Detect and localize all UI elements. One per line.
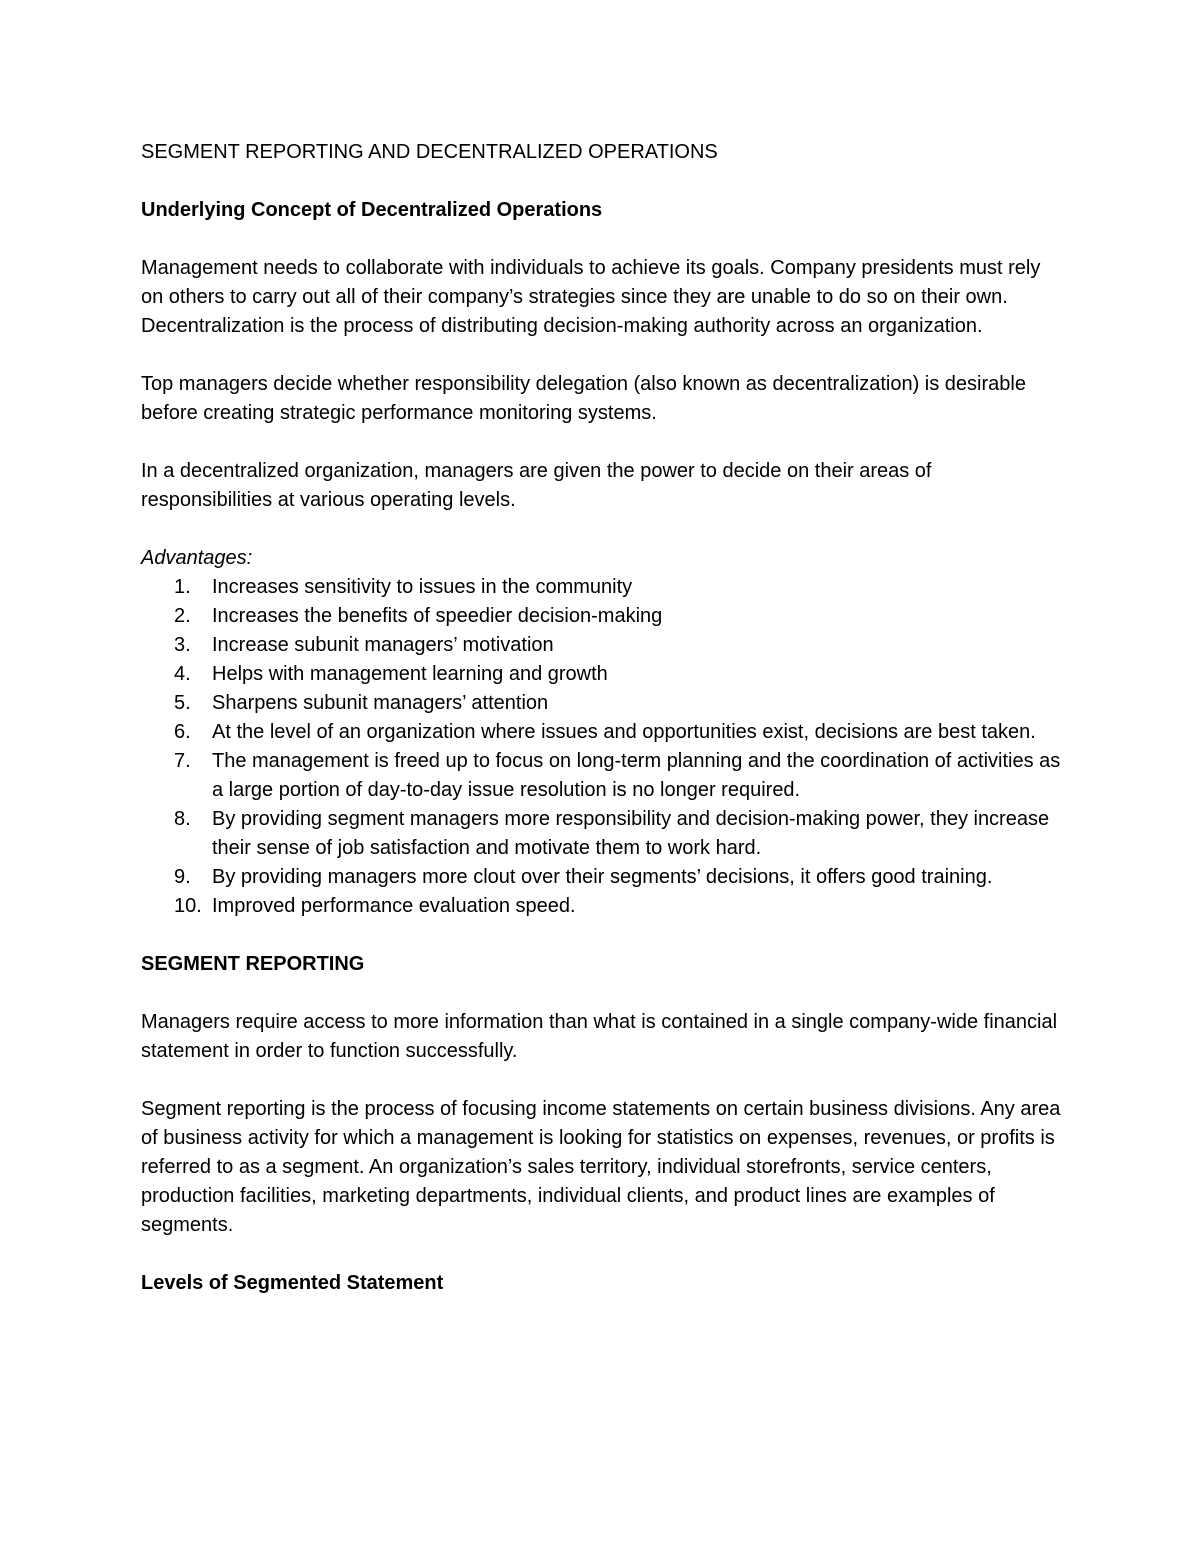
list-item — [141, 718, 1066, 747]
list-item — [141, 631, 1066, 660]
paragraph-segment-reporting-definition: Segment reporting is the process of focusing income statements on certain business divisions. Any area of business activity for which a management is looking for statistics on expenses, revenues, or profits is referred to as a segment. An organization’s sales territory, individual storefronts, service centers, production facilities, marketing departments, individual clients, and product lines are examples of segments. — [141, 1098, 1061, 1236]
list-item-number: 7. — [174, 750, 191, 772]
list-item-number: 4. — [174, 663, 191, 685]
paragraph-management-collaboration: Management needs to collaborate with individuals to achieve its goals. Company presidents must rely on others to carry out all of their company’s strategies since they are unable to do so on their own. Decentralization is the process of distributing decision-making authority across an organization. — [141, 257, 1041, 337]
list-item-number: 6. — [174, 721, 191, 743]
paragraph-managers-require-access: Managers require access to more information than what is contained in a single company-wide financial statement in order to function successfully. — [141, 1011, 1058, 1062]
list-item-text: Helps with management learning and growth — [212, 663, 608, 685]
paragraph-top-managers: Top managers decide whether responsibility delegation (also known as decentralization) is desirable before creating strategic performance monitoring systems. — [141, 373, 1026, 424]
section-heading-segment-reporting: SEGMENT REPORTING — [141, 953, 365, 975]
list-item-text: The management is freed up to focus on long-term planning and the coordination of activities as a large portion of day-to-day issue resolution is no longer required. — [212, 750, 1061, 801]
advantages-list — [141, 573, 1066, 921]
section-heading-decentralized-concept: Underlying Concept of Decentralized Operations — [141, 199, 603, 221]
document-page — [141, 138, 1066, 1298]
list-item-text: Increases the benefits of speedier decision-making — [212, 605, 663, 627]
list-item-number: 5. — [174, 692, 191, 714]
list-item-text: Increase subunit managers’ motivation — [212, 634, 554, 656]
section-heading-levels-segmented-statement: Levels of Segmented Statement — [141, 1272, 444, 1294]
list-item-text: Improved performance evaluation speed. — [212, 895, 576, 917]
list-item — [141, 602, 1066, 631]
list-item-text: Increases sensitivity to issues in the community — [212, 576, 633, 598]
list-item-text: Sharpens subunit managers’ attention — [212, 692, 549, 714]
list-item-number: 8. — [174, 808, 191, 830]
list-item — [141, 573, 1066, 602]
list-item-number: 3. — [174, 634, 191, 656]
list-item — [141, 863, 1066, 892]
list-item — [141, 805, 1066, 863]
list-item — [141, 689, 1066, 718]
list-item-number: 10. — [174, 895, 202, 917]
list-item — [141, 747, 1066, 805]
list-item-number: 2. — [174, 605, 191, 627]
paragraph-decentralized-organization: In a decentralized organization, managers are given the power to decide on their areas of responsibilities at various operating levels. — [141, 460, 932, 511]
list-item-number: 1. — [174, 576, 191, 598]
list-item — [141, 892, 1066, 921]
list-item-text: By providing segment managers more responsibility and decision-making power, they increase their sense of job satisfaction and motivate them to work hard. — [212, 808, 1050, 859]
list-item-text: At the level of an organization where issues and opportunities exist, decisions are best taken. — [212, 721, 1036, 743]
list-item-text: By providing managers more clout over their segments’ decisions, it offers good training. — [212, 866, 993, 888]
list-item — [141, 660, 1066, 689]
document-title: SEGMENT REPORTING AND DECENTRALIZED OPERATIONS — [141, 141, 718, 163]
advantages-label: Advantages: — [141, 547, 253, 569]
list-item-number: 9. — [174, 866, 191, 888]
